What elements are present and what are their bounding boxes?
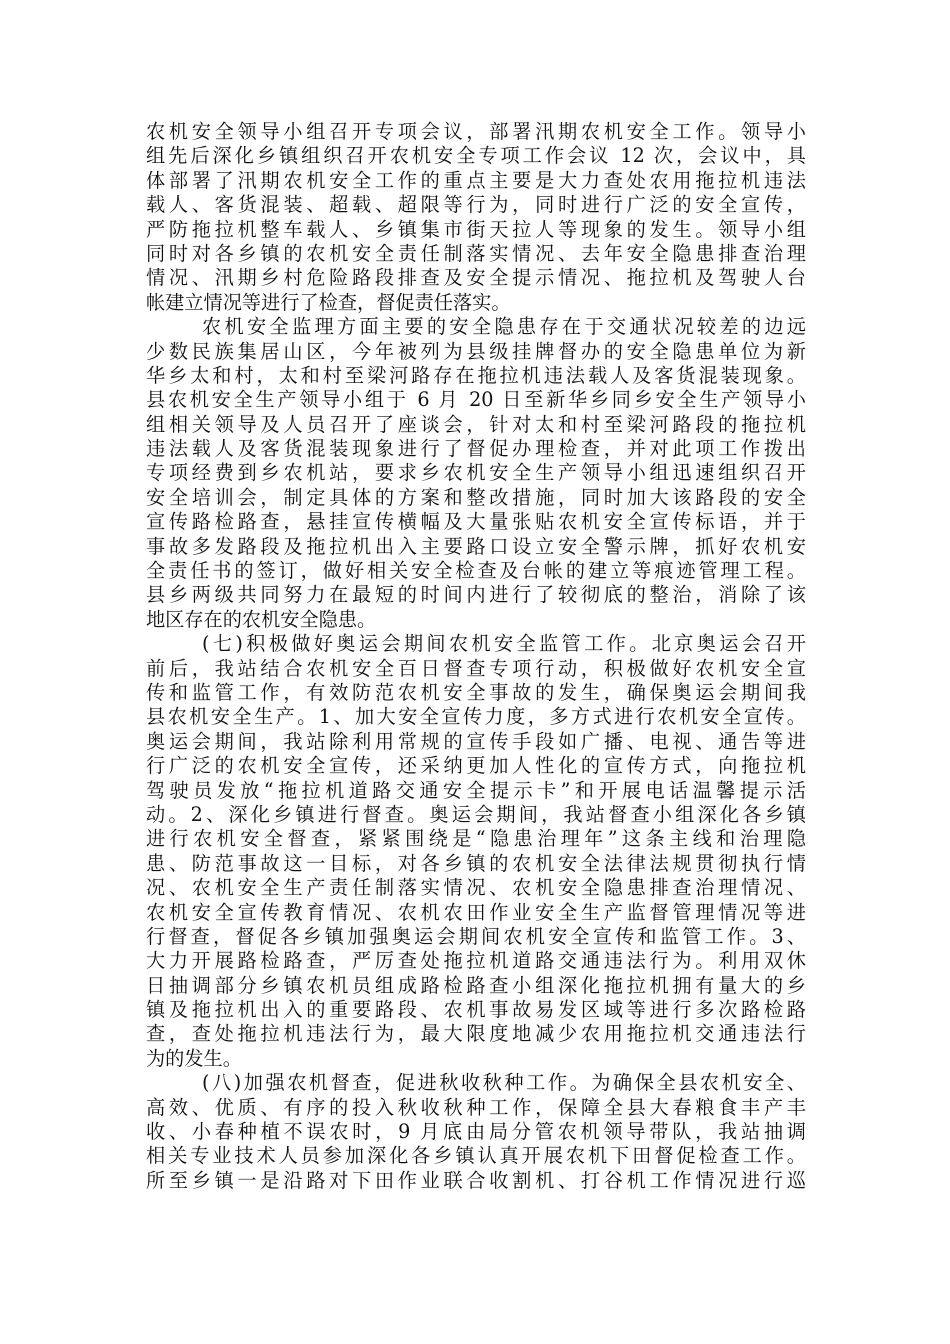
document-body <box>146 120 806 1193</box>
text-line: 大力开展路检路查，严厉查处拖拉机道路交通违法行为。利用双休 <box>146 949 806 973</box>
paragraph-flood-season <box>146 120 806 315</box>
text-line: 日抽调部分乡镇农机员组成路检路查小组深化拖拉机拥有量大的乡 <box>146 973 806 997</box>
text-line: 帐建立情况等进行了检查，督促责任落实。 <box>146 290 511 314</box>
text-line: 地区存在的农机安全隐患。 <box>146 607 377 631</box>
text-line: 驾驶员发放“拖拉机道路交通安全提示卡”和开展电话温馨提示活 <box>146 778 806 802</box>
text-line: 严防拖拉机整车载人、乡镇集市街天拉人等现象的发生。领导小组 <box>146 217 806 241</box>
text-line: 少数民族集居山区，今年被列为县级挂牌督办的安全隐患单位为新 <box>146 339 806 363</box>
text-line: (八)加强农机督查，促进秋收秋种工作。为确保全县农机安全、 <box>202 1071 806 1095</box>
text-line: 华乡太和村，太和村至梁河路存在拖拉机违法载人及客货混装现象。 <box>146 363 806 387</box>
text-line: 载人、客货混装、超载、超限等行为，同时进行广泛的安全宣传， <box>146 193 806 217</box>
text-line: 查，查处拖拉机违法行为，最大限度地减少农用拖拉机交通违法行 <box>146 1022 806 1046</box>
text-line: 事故多发路段及拖拉机出入主要路口设立安全警示牌，抓好农机安 <box>146 534 806 558</box>
text-line: 体部署了汛期农机安全工作的重点主要是大力查处农用拖拉机违法 <box>146 168 806 192</box>
text-line: 宣传路检路查，悬挂宣传横幅及大量张贴农机安全宣传标语，并于 <box>146 510 806 534</box>
text-line: 组先后深化乡镇组织召开农机安全专项工作会议 12 次，会议中，具 <box>146 144 806 168</box>
paragraph-autumn-harvest <box>146 1071 806 1193</box>
paragraph-olympics-supervision <box>146 632 806 1071</box>
text-line: 行督查，督促各乡镇加强奥运会期间农机安全宣传和监管工作。3、 <box>146 924 806 948</box>
text-line: 前后，我站结合农机安全百日督查专项行动，积极做好农机安全宣 <box>146 656 806 680</box>
text-line: 农机安全监理方面主要的安全隐患存在于交通状况较差的边远 <box>202 315 806 339</box>
text-line: 同时对各乡镇的农机安全责任制落实情况、去年安全隐患排查治理 <box>146 241 806 265</box>
text-line: 患、防范事故这一目标，对各乡镇的农机安全法律法规贯彻执行情 <box>146 851 806 875</box>
text-line: 动。2、深化乡镇进行督查。奥运会期间，我站督查小组深化各乡镇 <box>146 802 806 826</box>
text-line: 县农机安全生产。1、加大安全宣传力度，多方式进行农机安全宣传。 <box>146 705 806 729</box>
text-line: 收、小春种植不误农时，9 月底由局分管农机领导带队，我站抽调 <box>146 1120 806 1144</box>
text-line: 奥运会期间，我站除利用常规的宣传手段如广播、电视、通告等进 <box>146 729 806 753</box>
text-line: 传和监管工作，有效防范农机安全事故的发生，确保奥运会期间我 <box>146 680 806 704</box>
text-line: (七)积极做好奥运会期间农机安全监管工作。北京奥运会召开 <box>202 632 806 656</box>
text-line: 进行农机安全督查，紧紧围绕是“隐患治理年”这条主线和治理隐 <box>146 827 806 851</box>
text-line: 所至乡镇一是沿路对下田作业联合收割机、打谷机工作情况进行巡 <box>146 1168 806 1192</box>
text-line: 组相关领导及人员召开了座谈会，针对太和村至梁河路段的拖拉机 <box>146 412 806 436</box>
text-line: 专项经费到乡农机站，要求乡农机安全生产领导小组迅速组织召开 <box>146 461 806 485</box>
text-line: 农机安全领导小组召开专项会议，部署汛期农机安全工作。领导小 <box>146 120 806 143</box>
text-line: 高效、优质、有序的投入秋收秋种工作，保障全县大春粮食丰产丰 <box>146 1095 806 1119</box>
text-line: 镇及拖拉机出入的重要路段、农机事故易发区域等进行多次路检路 <box>146 998 806 1022</box>
text-line: 行广泛的农机安全宣传，还采纳更加人性化的宣传方式，向拖拉机 <box>146 754 806 778</box>
text-line: 县农机安全生产领导小组于 6 月 20 日至新华乡同乡安全生产领导小 <box>146 388 806 412</box>
text-line: 况、农机安全生产责任制落实情况、农机安全隐患排查治理情况、 <box>146 876 806 900</box>
text-line: 县乡两级共同努力在最短的时间内进行了较彻底的整治，消除了该 <box>146 583 806 607</box>
text-line: 全责任书的签订，做好相关安全检查及台帐的建立等痕迹管理工程。 <box>146 559 806 583</box>
paragraph-safety-hazards <box>146 315 806 632</box>
text-line: 相关专业技术人员参加深化各乡镇认真开展农机下田督促检查工作。 <box>146 1144 806 1168</box>
text-line: 为的发生。 <box>146 1046 242 1070</box>
text-line: 安全培训会，制定具体的方案和整改措施，同时加大该路段的安全 <box>146 485 806 509</box>
text-line: 农机安全宣传教育情况、农机农田作业安全生产监督管理情况等进 <box>146 900 806 924</box>
text-line: 情况、汛期乡村危险路段排查及安全提示情况、拖拉机及驾驶人台 <box>146 266 806 290</box>
text-line: 违法载人及客货混装现象进行了督促办理检查，并对此项工作拨出 <box>146 437 806 461</box>
